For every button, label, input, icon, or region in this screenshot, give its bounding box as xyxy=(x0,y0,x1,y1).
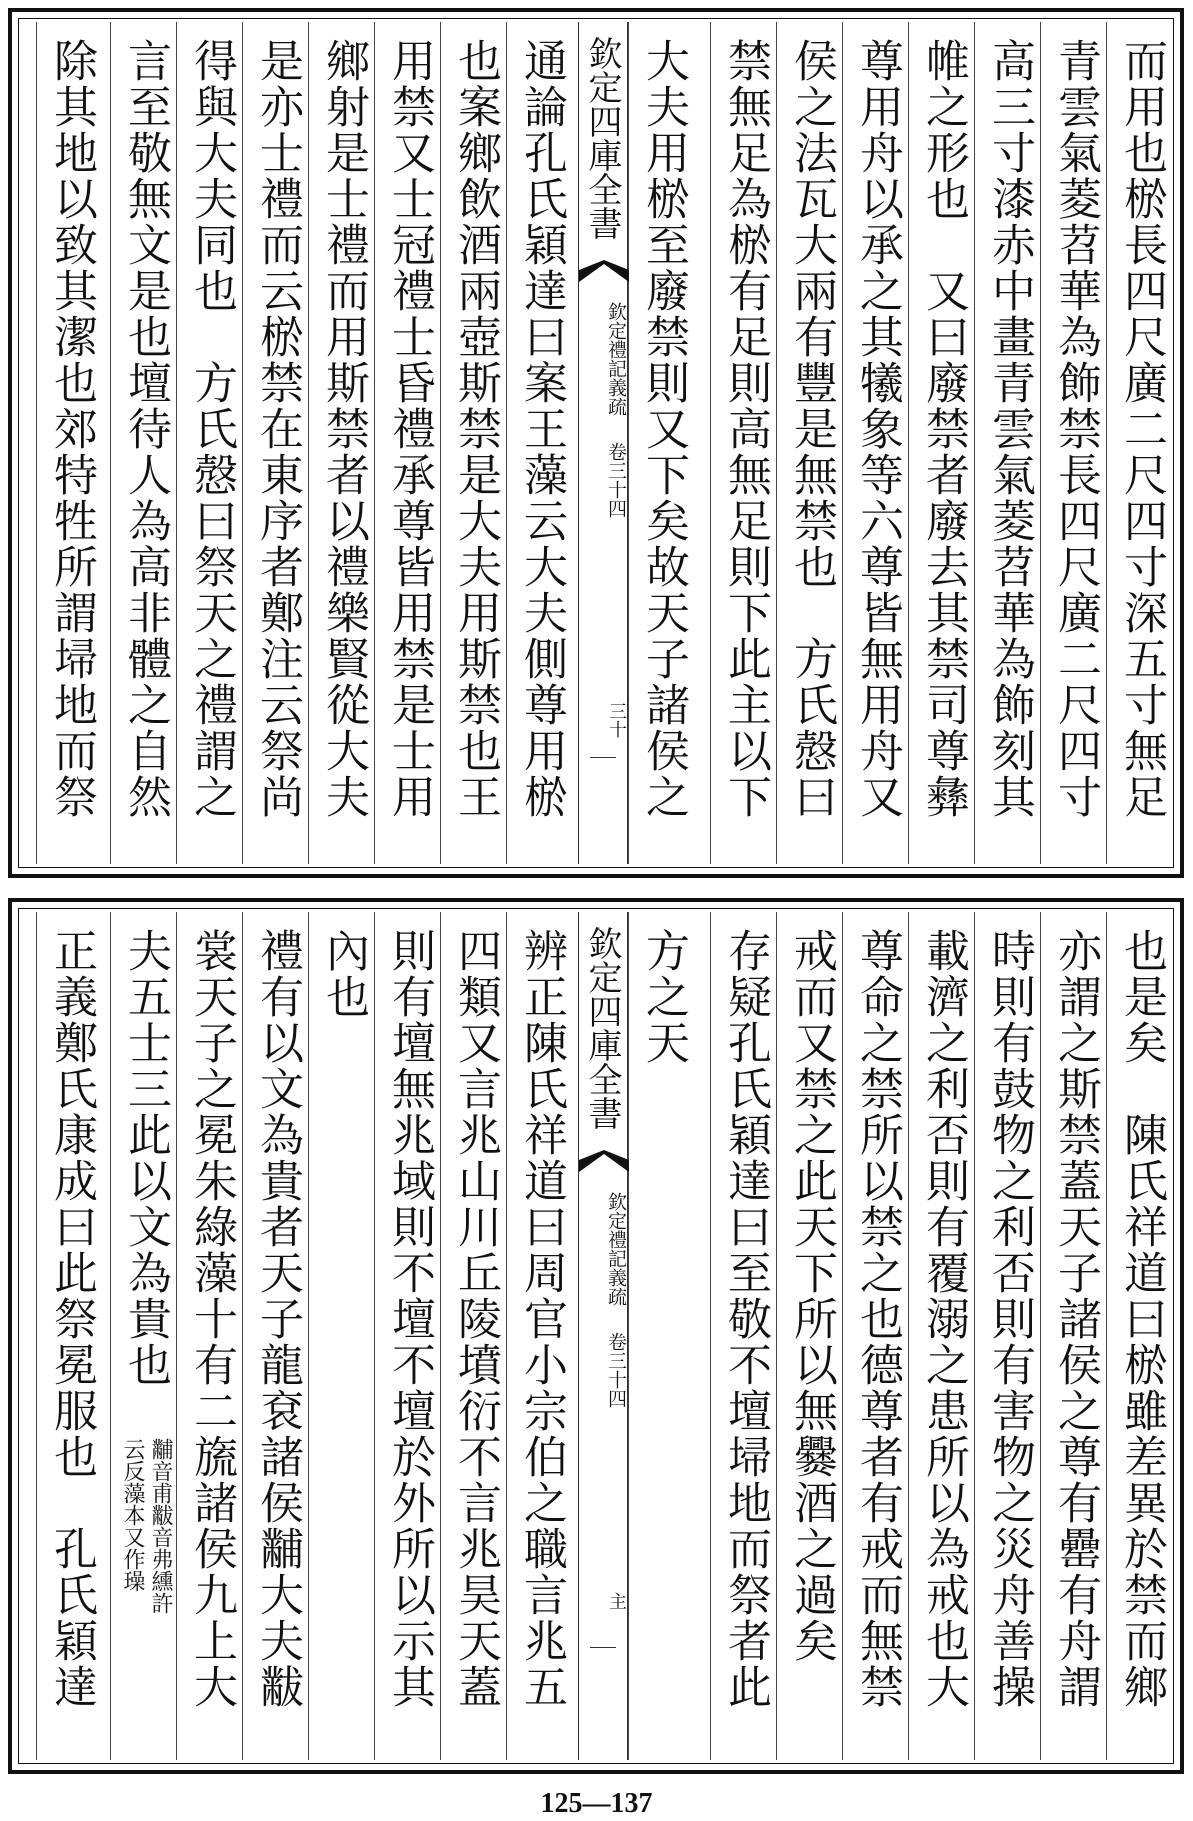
text-column xyxy=(974,22,1040,864)
column-text: 是亦士禮而云棜禁在東序者鄭注云祭尚 xyxy=(252,38,303,820)
column-text: 青雲氣菱苕華為飾禁長四尺廣二尺四寸 xyxy=(1050,38,1101,820)
text-column xyxy=(776,912,842,1760)
text-column xyxy=(908,22,974,864)
column-text: 禁無足為棜有足則高無足則下此主以下 xyxy=(720,38,771,820)
text-column xyxy=(628,912,694,1760)
text-column xyxy=(776,22,842,864)
text-column xyxy=(506,22,572,864)
page-footer-number: 125—137 xyxy=(540,1788,653,1819)
text-column xyxy=(842,22,908,864)
text-column xyxy=(242,22,308,864)
band-rule xyxy=(590,757,616,758)
column-text: 辨正陳氏祥道曰周官小宗伯之職言兆五 xyxy=(516,928,567,1710)
column-text: 夫五士三此以文為貴也 xyxy=(120,928,171,1388)
text-column xyxy=(440,912,506,1760)
text-column xyxy=(710,912,776,1760)
band-book-title: 欽定禮記義疏 xyxy=(605,1192,627,1306)
column-text: 除其地以致其潔也郊特牲所謂埽地而祭 xyxy=(46,38,97,820)
column-text: 尊命之禁所以禁之也德尊者有戒而無禁 xyxy=(852,928,903,1710)
text-column xyxy=(908,912,974,1760)
text-column xyxy=(176,22,242,864)
fishtail-mark-icon xyxy=(579,260,629,282)
column-text: 尊用舟以承之其犧象等六尊皆無用舟又 xyxy=(852,38,903,820)
column-text: 時則有鼓物之利否則有害物之災舟善操 xyxy=(984,928,1035,1710)
note-line: 黼音甫黻音弗纁許 xyxy=(148,1437,173,1614)
column-text: 也是矣 陳氏祥道曰棜雖差異於禁而鄉 xyxy=(1116,928,1167,1710)
text-column xyxy=(176,912,242,1760)
column-text: 得與大夫同也 方氏慤曰祭天之禮謂之 xyxy=(186,38,237,820)
text-column xyxy=(36,22,102,864)
band-page-number: 主 xyxy=(606,1592,627,1610)
column-text: 禮有以文為貴者天子龍袞諸侯黼大夫黻 xyxy=(252,928,303,1710)
column-text: 而用也棜長四尺廣二尺四寸深五寸無足 xyxy=(1116,38,1167,820)
column-text: 鄉射是士禮而用斯禁者以禮樂賢從大夫 xyxy=(318,38,369,820)
text-column xyxy=(1106,912,1172,1760)
text-column xyxy=(374,912,440,1760)
text-column xyxy=(440,22,506,864)
band-rule xyxy=(590,1647,616,1648)
text-column xyxy=(308,912,374,1760)
text-column xyxy=(36,912,102,1760)
column-text: 四類又言兆山川丘陵墳衍不言兆昊天蓋 xyxy=(450,928,501,1710)
band-title: 欽定四庫全書 xyxy=(582,36,622,240)
text-column xyxy=(842,912,908,1760)
page-panel-bottom xyxy=(8,898,1184,1774)
note-line: 云反藻本又作璪 xyxy=(120,1437,145,1592)
center-band xyxy=(578,912,628,1760)
text-column xyxy=(242,912,308,1760)
band-title: 欽定四庫全書 xyxy=(582,926,622,1130)
band-volume: 卷三十四 xyxy=(605,1332,627,1408)
column-text: 正義鄭氏康成曰此祭冕服也 孔氏穎達 xyxy=(46,928,97,1710)
page-panel-top xyxy=(8,8,1184,878)
text-column xyxy=(1040,22,1106,864)
column-text: 則有壇無兆域則不壇不壇於外所以示其 xyxy=(384,928,435,1710)
text-column xyxy=(628,22,694,864)
column-text: 用禁又士冠禮士昏禮承尊皆用禁是士用 xyxy=(384,38,435,820)
text-column xyxy=(110,912,176,1760)
center-band xyxy=(578,22,628,864)
column-text: 通論孔氏穎達曰案王藻云大夫側尊用棜 xyxy=(516,38,567,820)
fishtail-mark-icon xyxy=(579,1150,629,1172)
text-column xyxy=(1106,22,1172,864)
band-volume: 卷三十四 xyxy=(605,442,627,518)
column-text: 侯之法瓦大兩有豐是無禁也 方氏慤曰 xyxy=(786,38,837,820)
column-text: 言至敬無文是也壇待人為高非體之自然 xyxy=(120,38,171,820)
text-column xyxy=(974,912,1040,1760)
text-column xyxy=(374,22,440,864)
column-text: 帷之形也 又曰廢禁者廢去其禁司尊彝 xyxy=(918,38,969,820)
text-column xyxy=(710,22,776,864)
column-text: 存疑孔氏穎達曰至敬不壇埽地而祭者此 xyxy=(720,928,771,1710)
text-column xyxy=(506,912,572,1760)
column-text: 亦謂之斯禁蓋天子諸侯之尊有罍有舟謂 xyxy=(1050,928,1101,1710)
text-column xyxy=(110,22,176,864)
text-column xyxy=(1040,912,1106,1760)
column-text: 高三寸漆赤中畫青雲氣菱苕華為飾刻其 xyxy=(984,38,1035,820)
column-text: 大夫用棜至廢禁則又下矣故天子諸侯之 xyxy=(638,38,689,820)
column-text: 內也 xyxy=(318,928,369,1020)
column-text: 戒而又禁之此天下所以無爨酒之過矣 xyxy=(786,928,837,1664)
column-text: 方之天 xyxy=(638,928,689,1066)
band-book-title: 欽定禮記義疏 xyxy=(605,302,627,416)
text-column xyxy=(308,22,374,864)
column-text: 載濟之利否則有覆溺之患所以為戒也大 xyxy=(918,928,969,1710)
column-text: 裳天子之冕朱綠藻十有二旒諸侯九上大 xyxy=(186,928,237,1710)
band-page-number: 三十 xyxy=(606,702,627,738)
column-text: 也案鄉飲酒兩壺斯禁是大夫用斯禁也王 xyxy=(450,38,501,820)
annotation-note xyxy=(111,1438,176,1750)
